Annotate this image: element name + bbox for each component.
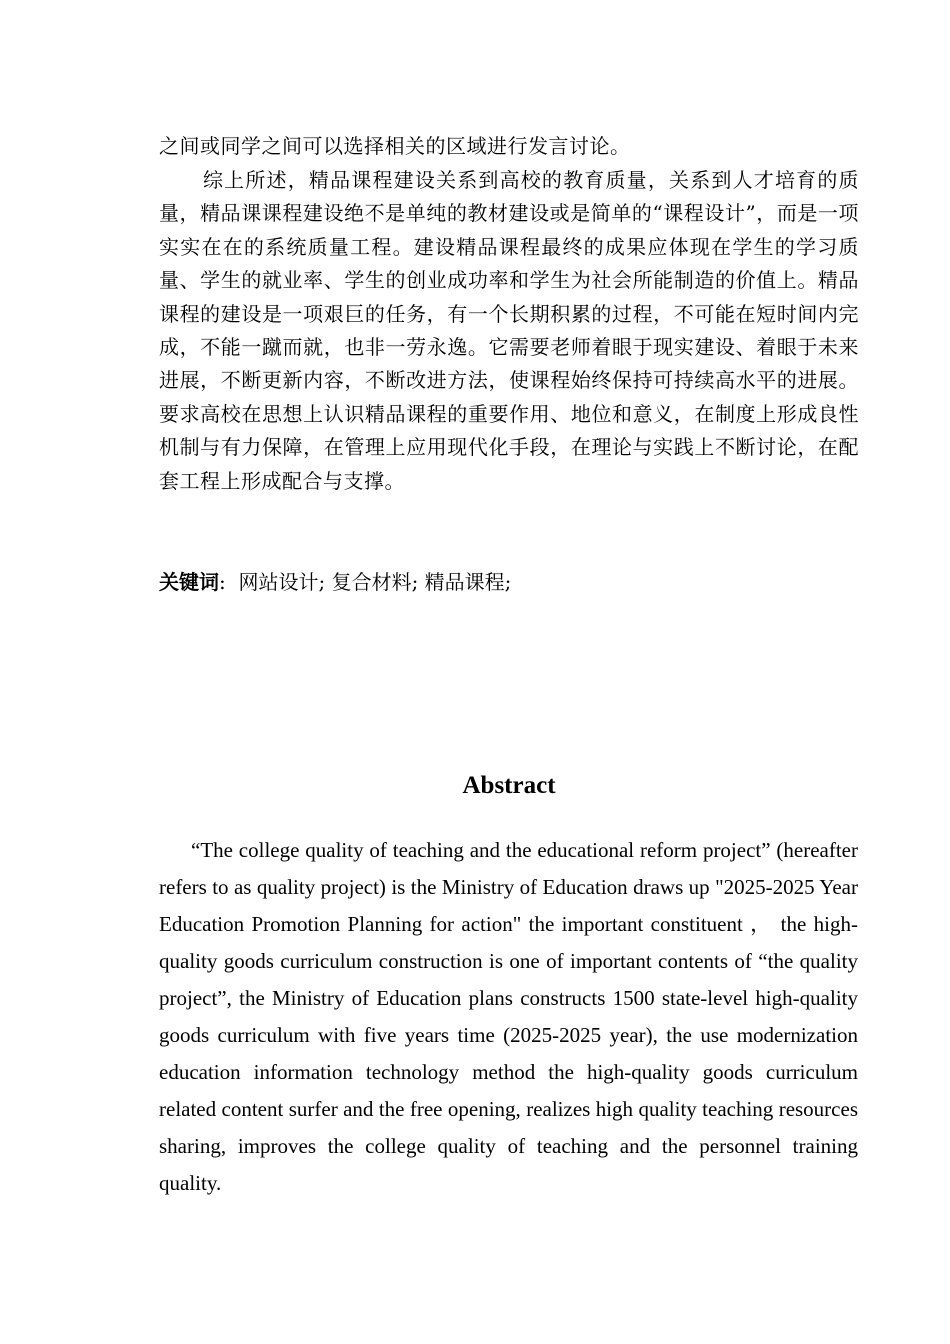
- abstract-heading: Abstract: [462, 772, 556, 799]
- chinese-continuation-text: 之间或同学之间可以选择相关的区域进行发言讨论。: [159, 134, 631, 158]
- chinese-summary-paragraph: 综上所述，精品课程建设关系到高校的教育质量，关系到人才培育的质量，精品课课程建设绝不是单纯的教材建设或是简单的“课程设计”，而是一项实实在在的系统质量工程。建设精品课程最终的成果应体现在学生的学习质量、学生的就业率、学生的创业成功率和学生为社会所能制造的价值上。精品课程的建设是一项艰巨的任务，有一个长期积累的过程，不可能在短时间内完成，不能一蹴而就，也非一劳永逸。它需要老师着眼于现实建设、着眼于未来进展，不断更新内容，不断改进方法，使课程始终保持可持续高水平的进展。要求高校在思想上认识精品课程的重要作用、地位和意义，在制度上形成良性机制与有力保障，在管理上应用现代化手段，在理论与实践上不断讨论，在配套工程上形成配合与支撑。: [159, 168, 859, 493]
- keywords-separator: :: [219, 570, 226, 594]
- keywords-label: 关键词: [159, 570, 219, 594]
- keywords-line: [159, 565, 511, 599]
- keywords-items: 网站设计; 复合材料; 精品课程;: [238, 570, 512, 594]
- abstract-body: “The college quality of teaching and the educational reform project” (hereafter refers to as quality project) is the Ministry of Education draws up "2025-2025 Year Education Promotion Planning for action" the important constituent ， the high-quality goods curriculum construction is one of important contents of “the quality project”, the Ministry of Education plans constructs 1500 state-level high-quality goods curriculum with five years time (2025-2025 year), the use modernization education information technology method the high-quality goods curriculum related content surfer and the free opening, realizes high quality teaching resources sharing, improves the college quality of teaching and the personnel training quality.: [159, 838, 858, 1195]
